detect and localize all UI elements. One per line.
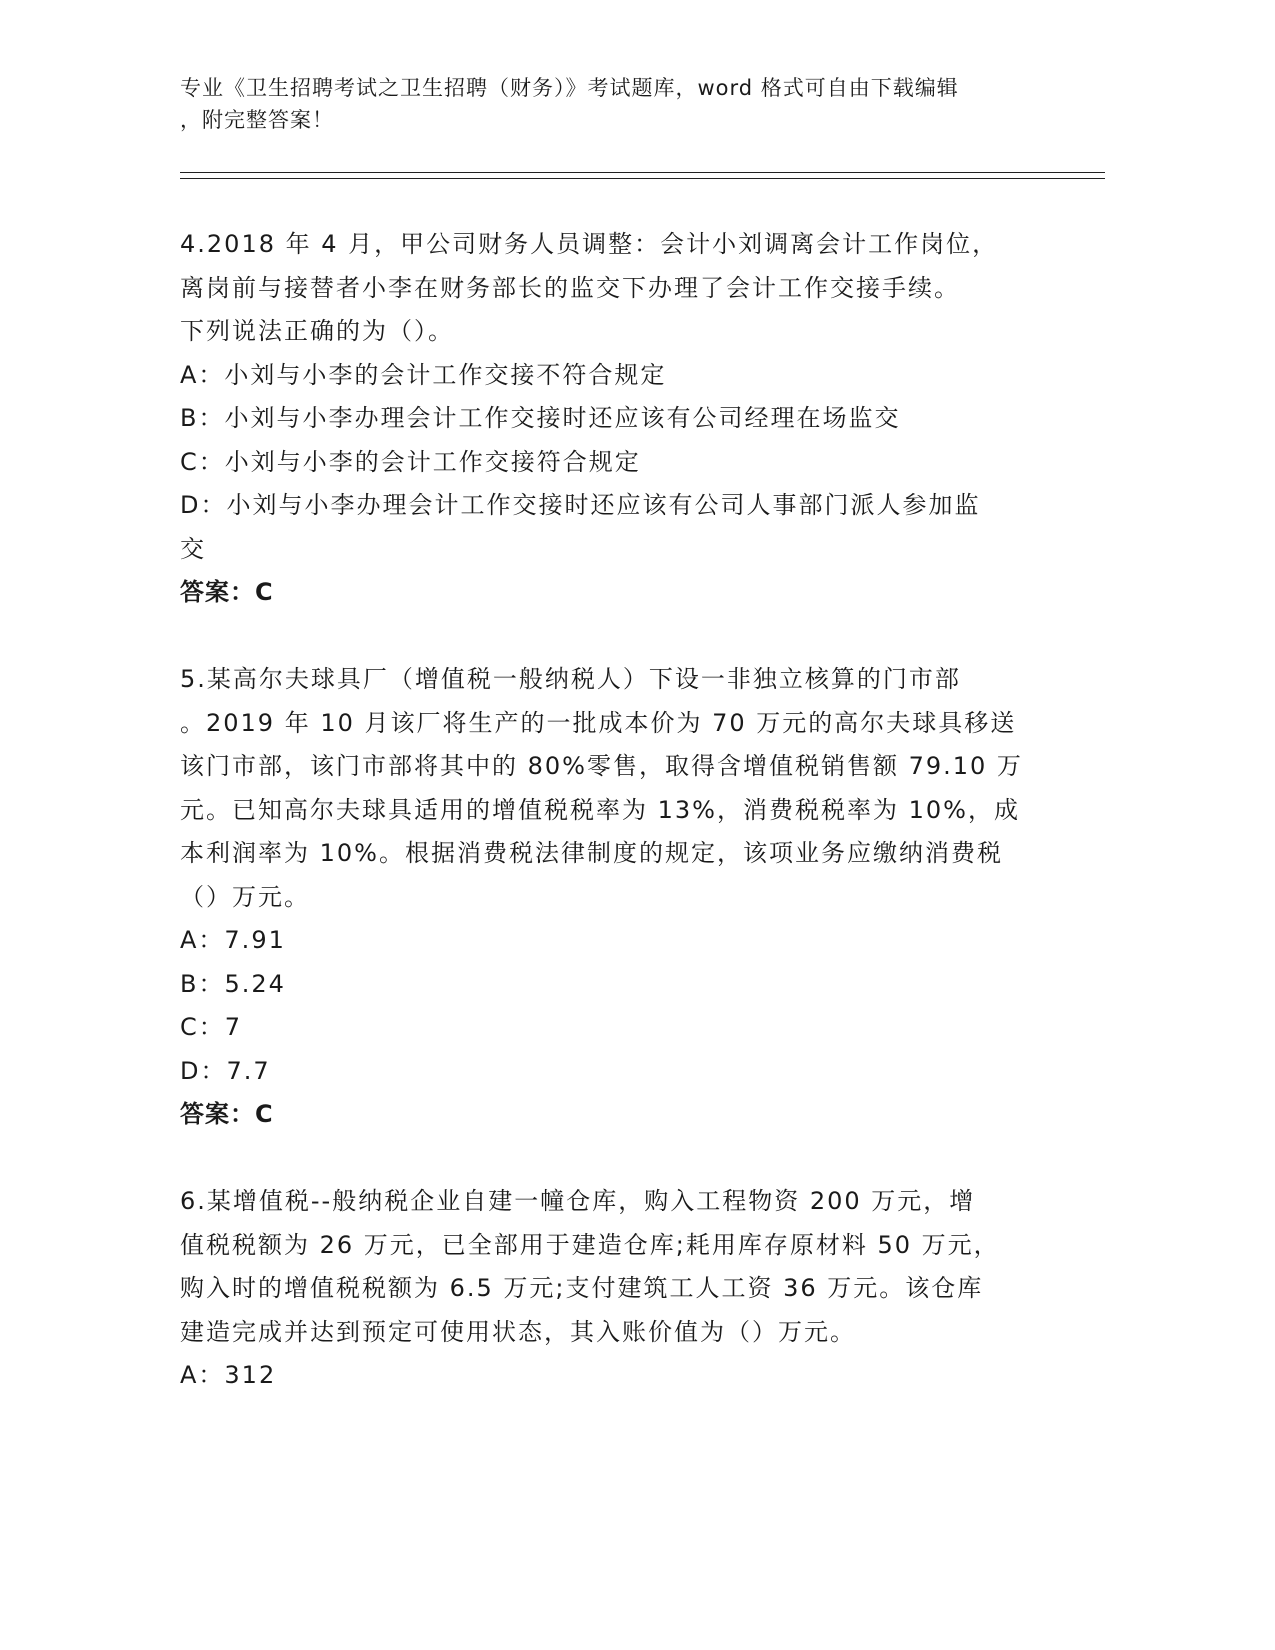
option-b: B：小刘与小李办理会计工作交接时还应该有公司经理在场监交 [180,404,901,432]
question-text: 值税税额为 26 万元，已全部用于建造仓库;耗用库存原材料 50 万元， [180,1230,1000,1259]
question-text: 购入时的增值税税额为 6.5 万元;支付建筑工人工资 36 万元。该仓库 [180,1274,984,1302]
question-text: 6.某增值税--般纳税企业自建一幢仓库，购入工程物资 200 万元，增 [180,1187,976,1215]
document-header [180,72,1050,136]
question-text: （）万元。 [180,882,310,911]
question-text: 。2019 年 10 月该厂将生产的一批成本价为 70 万元的高尔夫球具移送 [180,708,1017,737]
option-c: C：7 [180,1013,243,1041]
question-text: 下列说法正确的为（）。 [180,317,454,345]
question-text: 建造完成并达到预定可使用状态，其入账价值为（）万元。 [180,1317,856,1346]
question-text: 5.某高尔夫球具厂（增值税一般纳税人）下设一非独立核算的门市部 [180,665,961,693]
question-text: 元。已知高尔夫球具适用的增值税税率为 13%，消费税税率为 10%，成 [180,795,1020,824]
option-a: A：312 [180,1361,277,1389]
option-b: B：5.24 [180,969,286,998]
option-a: A：7.91 [180,926,286,954]
option-d: D：7.7 [180,1056,271,1085]
header-line: ，附完整答案！ [180,108,334,132]
header-line: 专业《卫生招聘考试之卫生招聘（财务）》考试题库，word 格式可自由下载编辑 [180,76,959,100]
option-d-continued: 交 [180,534,206,563]
question-text: 该门市部，该门市部将其中的 80%零售，取得含增值税销售额 79.10 万 [180,752,1023,780]
question-6 [180,1180,1040,1398]
header-divider-bottom [180,178,1105,179]
answer: 答案：C [180,1100,274,1128]
option-d: D：小刘与小李办理会计工作交接时还应该有公司人事部门派人参加监 [180,491,981,519]
question-text: 离岗前与接替者小李在财务部长的监交下办理了会计工作交接手续。 [180,273,960,302]
option-a: A：小刘与小李的会计工作交接不符合规定 [180,360,667,389]
answer: 答案：C [180,578,274,606]
option-c: C：小刘与小李的会计工作交接符合规定 [180,447,641,476]
header-divider-top [180,172,1105,173]
question-text: 本利润率为 10%。根据消费税法律制度的规定，该项业务应缴纳消费税 [180,839,1003,867]
question-4 [180,223,1040,615]
question-text: 4.2018 年 4 月，甲公司财务人员调整：会计小刘调离会计工作岗位， [180,230,999,258]
question-5 [180,658,1040,1137]
